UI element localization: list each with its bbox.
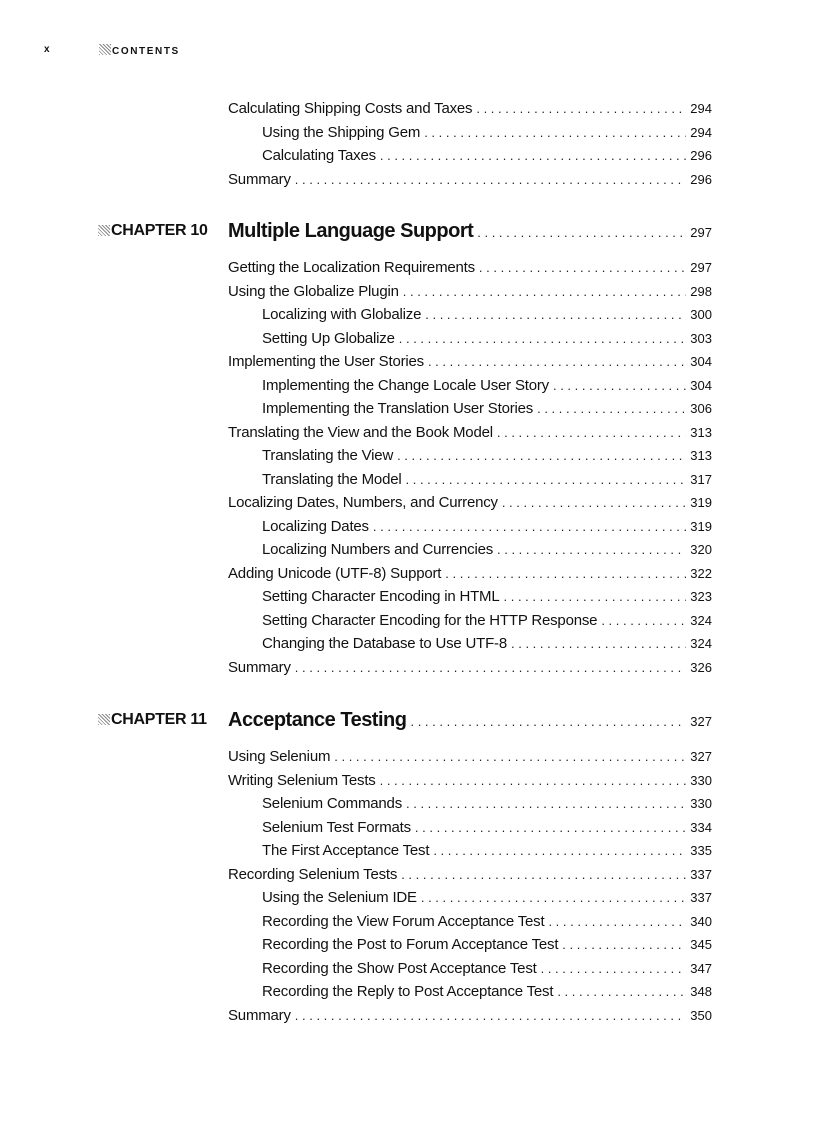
toc-entry-title: The First Acceptance Test [262,842,430,859]
toc-entry[interactable] [262,444,712,468]
toc-entry[interactable] [262,632,712,656]
toc-entry[interactable] [262,609,712,633]
toc-entry-page: 294 [690,101,712,116]
toc-entry[interactable] [262,839,712,863]
intro-entries [0,97,816,191]
dot-leader [295,168,687,192]
dot-leader [415,816,686,840]
dot-leader [601,609,686,633]
toc-entry-title: Calculating Taxes [262,147,376,164]
toc-entry-title: Getting the Localization Requirements [228,259,475,276]
toc-entry-title: Localizing with Globalize [262,306,422,323]
dot-leader [406,468,687,492]
dot-leader [295,1004,687,1028]
toc-entry-page: 294 [690,124,712,140]
toc-entry-page: 317 [690,471,712,487]
chapter-label: CHAPTER 11 [98,705,207,735]
toc-entry-page: 319 [690,518,712,534]
dot-leader [334,745,686,769]
dot-leader [421,886,686,910]
toc-entry-page: 300 [690,307,712,322]
toc-entry[interactable] [262,933,712,957]
toc-entry[interactable] [228,656,712,680]
toc-entry-title: Implementing the Change Locale User Story [262,376,549,394]
toc-entry-page: 340 [690,913,712,929]
toc-entry-page: 348 [690,984,712,999]
dot-leader [380,144,686,168]
dot-leader [541,957,687,981]
toc-entry-title: Recording the Post to Forum Acceptance Test [262,936,559,953]
toc-entry[interactable] [228,863,712,887]
dot-leader [424,121,686,145]
toc-entry-title: Recording the View Forum Acceptance Test [262,912,545,930]
toc-entry-page: 334 [690,819,712,835]
toc-entry-page: 323 [690,589,712,604]
chapter-marker-icon [98,225,110,236]
dot-leader [295,656,687,680]
section-title-text: CONTENTS [112,46,180,57]
toc-entry-title: Calculating Shipping Costs and Taxes [228,100,473,117]
toc-entry-title: Summary [228,658,291,676]
toc-entry-title: Translating the View and the Book Model [228,423,493,441]
chapter-marker-icon [98,714,110,725]
toc-entry-page: 296 [690,171,712,187]
toc-entry-title: Writing Selenium Tests [228,771,376,789]
chapter-page-number: 297 [690,225,712,240]
dot-leader [562,933,686,957]
dot-leader [445,562,686,586]
chapter-title: Acceptance Testing [228,709,407,731]
chapter-heading [0,705,816,735]
toc-entry-page: 313 [690,424,712,440]
toc-entry-page: 330 [690,796,712,811]
toc-entry-title: Localizing Dates, Numbers, and Currency [228,494,498,511]
toc-entry-page: 304 [690,377,712,393]
toc-entry[interactable] [228,769,712,793]
dot-leader [497,421,686,445]
dot-leader [403,280,687,304]
toc-entry[interactable] [228,421,712,445]
toc-entry-title: Setting Character Encoding for the HTTP Response [262,611,598,629]
toc-entry[interactable] [262,538,712,562]
toc-entry-page: 327 [690,749,712,764]
dot-leader [406,792,686,816]
dot-leader [401,863,686,887]
toc-entry[interactable] [228,1004,712,1028]
section-marker-icon [99,44,111,55]
toc-entry-title: Setting Character Encoding in HTML [262,588,500,605]
toc-entry[interactable] [262,397,712,421]
toc-entry[interactable] [228,350,712,374]
dot-leader [428,350,686,374]
toc-entry-title: Recording the Show Post Acceptance Test [262,959,537,977]
toc-entry-page: 335 [690,843,712,858]
chapter-label: CHAPTER 10 [98,216,208,246]
toc-entry-page: 320 [690,542,712,557]
toc-entry-page: 313 [690,448,712,463]
dot-leader [537,397,686,421]
toc-entry-page: 298 [690,283,712,299]
toc-entry[interactable] [262,910,712,934]
toc-entry-page: 337 [690,866,712,882]
toc-entry-page: 303 [690,330,712,346]
toc-entry-page: 319 [690,495,712,510]
dot-leader [504,585,687,609]
toc-entry[interactable] [262,792,712,816]
toc-entry-page: 324 [690,636,712,651]
toc-entry[interactable] [228,491,712,515]
dot-leader [425,303,686,327]
toc-entry-title: Using the Globalize Plugin [228,282,399,300]
toc-entry-title: Changing the Database to Use UTF-8 [262,635,507,652]
chapter-page-number: 327 [690,714,712,729]
toc-entry-page: 296 [690,148,712,163]
dot-leader [399,327,687,351]
toc-entry-page: 347 [690,960,712,976]
dot-leader [380,769,687,793]
toc-entry-page: 297 [690,260,712,275]
chapter-title-entry[interactable] [228,216,712,246]
toc-entry-title: Using Selenium [228,748,331,765]
section-title [99,44,180,57]
toc-entry-title: Selenium Commands [262,795,402,812]
toc-entry-title: Localizing Numbers and Currencies [262,541,494,558]
dot-leader [553,374,686,398]
dot-leader [373,515,686,539]
toc-entry[interactable] [262,374,712,398]
toc-entry-title: Using the Shipping Gem [262,123,421,141]
toc-entry-title: Implementing the Translation User Stories [262,400,534,417]
toc-entry[interactable] [228,168,712,192]
dot-leader [410,707,686,737]
toc-entry[interactable] [262,515,712,539]
toc-entry-page: 345 [690,937,712,952]
toc-entry-page: 337 [690,890,712,905]
toc-entry[interactable] [262,144,712,168]
toc-entry-title: Selenium Test Formats [262,818,411,836]
toc-entry[interactable] [228,280,712,304]
page-number: x [44,44,52,55]
dot-leader [557,980,686,1004]
toc-entry[interactable] [262,327,712,351]
toc-entry-page: 324 [690,612,712,628]
dot-leader [511,632,686,656]
dot-leader [548,910,686,934]
toc-entry-page: 330 [690,772,712,788]
toc-entry[interactable] [262,303,712,327]
toc-entry[interactable] [262,585,712,609]
toc-entry-page: 304 [690,354,712,369]
toc-entry[interactable] [262,121,712,145]
toc-entry-title: Implementing the User Stories [228,353,424,370]
dot-leader [502,491,686,515]
toc-entry[interactable] [262,468,712,492]
toc-entry-title: Localizing Dates [262,517,369,535]
chapter-title: Multiple Language Support [228,220,474,242]
dot-leader [477,218,686,248]
chapter-heading [0,216,816,246]
toc-entry-title: Translating the Model [262,470,402,488]
toc-entry[interactable] [262,980,712,1004]
toc-entry-page: 322 [690,565,712,581]
toc-entry-title: Summary [228,170,291,188]
toc-entry-title: Setting Up Globalize [262,329,395,347]
dot-leader [497,538,686,562]
chapter-entries [0,256,816,679]
toc-entry[interactable] [228,562,712,586]
toc-entry-page: 306 [690,401,712,416]
toc-entry-page: 326 [690,659,712,675]
toc-entry-title: Recording Selenium Tests [228,865,398,883]
toc-entry-page: 350 [690,1007,712,1023]
toc-entry[interactable] [262,816,712,840]
dot-leader [479,256,686,280]
toc-entry[interactable] [228,745,712,769]
toc-entry-title: Summary [228,1006,291,1024]
toc-entry[interactable] [228,256,712,280]
toc-entry[interactable] [262,957,712,981]
toc-entry-title: Adding Unicode (UTF-8) Support [228,564,442,582]
toc-entry-title: Translating the View [262,447,394,464]
toc-entry[interactable] [262,886,712,910]
chapter-title-entry[interactable] [228,705,712,735]
chapter-entries [0,745,816,1027]
dot-leader [476,97,686,121]
toc-entry[interactable] [228,97,712,121]
toc-entry-title: Recording the Reply to Post Acceptance Test [262,983,554,1000]
dot-leader [433,839,686,863]
dot-leader [397,444,686,468]
toc-entry-title: Using the Selenium IDE [262,889,417,906]
